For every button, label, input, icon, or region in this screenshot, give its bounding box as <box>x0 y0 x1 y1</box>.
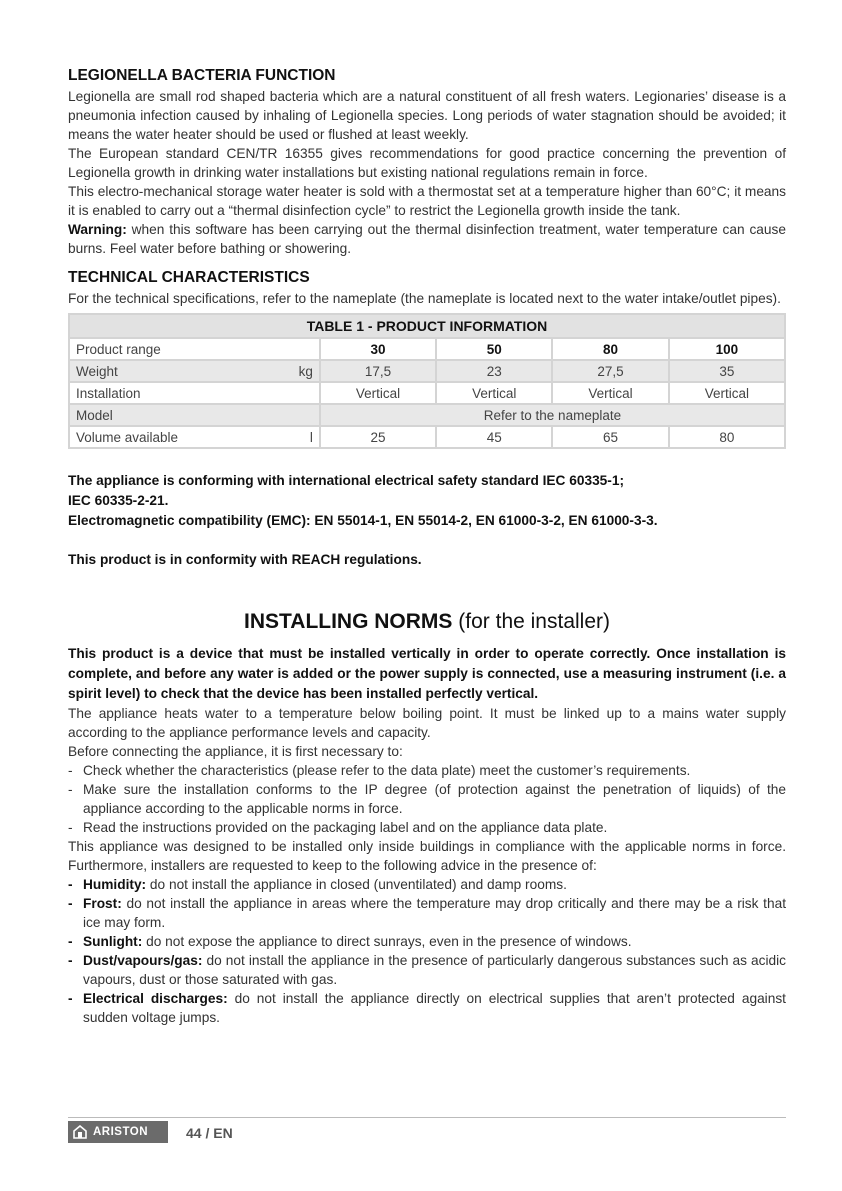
advice-label: Dust/vapours/gas: <box>83 953 203 968</box>
installing-paragraph-2: Before connecting the appliance, it is first necessary to: <box>68 744 403 759</box>
installation-label: Installation <box>69 382 320 404</box>
advice-text: do not install the appliance in areas where the temperature may drop critically and there may be a risk that ice may form. <box>83 896 786 930</box>
warning-text: when this software has been carrying out the thermal disinfection treatment, water temperature can cause burns. Feel water before bathing or showering. <box>68 222 786 256</box>
advice-label: Frost: <box>83 896 122 911</box>
pre-connection-checklist <box>68 761 786 837</box>
legionella-paragraph-3: This electro-mechanical storage water heater is sold with a thermostat set at a temperature higher than 60°C; it means it is enabled to carry out a “thermal disinfection cycle” to restrict the Legionella growth inside the tank. <box>68 184 786 218</box>
range-cell: 100 <box>669 338 785 360</box>
volume-unit: l <box>309 429 313 445</box>
weight-cell: 35 <box>669 360 785 382</box>
advice-text: do not install the appliance directly on electrical supplies that aren’t protected against sudden voltage jumps. <box>83 991 786 1025</box>
volume-cell: 65 <box>552 426 668 448</box>
page-number: 44 / EN <box>186 1125 233 1141</box>
list-item: - Check whether the characteristics (please refer to the data plate) meet the customer’s requirements. <box>68 761 786 780</box>
installation-cell: Vertical <box>320 382 436 404</box>
advice-label: Humidity: <box>83 877 147 892</box>
weight-cell: 27,5 <box>552 360 668 382</box>
installation-cell: Vertical <box>552 382 668 404</box>
installing-bold-intro: This product is a device that must be installed vertically in order to operate correctly. Once installation is complete, and before any water is added or the power supply is connected, use a measuring instrument (i.e. a spirit level) to check that the device has been installed perfectly vertical. <box>68 646 786 701</box>
footer-divider <box>68 1117 786 1118</box>
product-information-table <box>68 313 786 449</box>
legionella-paragraph-2: The European standard CEN/TR 16355 gives recommendations for good practice concerning the prevention of Legionella growth in drinking water installations but existing national regulations remain in force. <box>68 146 786 180</box>
list-item <box>68 932 786 951</box>
volume-cell: 80 <box>669 426 785 448</box>
weight-label-cell <box>69 360 320 382</box>
ariston-logo <box>68 1121 168 1143</box>
installing-heading <box>68 610 786 634</box>
weight-cell: 17,5 <box>320 360 436 382</box>
volume-cell: 25 <box>320 426 436 448</box>
installation-cell: Vertical <box>669 382 785 404</box>
list-item: - Make sure the installation conforms to the IP degree (of protection against the penetration of liquids) of the appliance according to the applicable norms in force. <box>68 780 786 818</box>
advice-text: do not expose the appliance to direct sunrays, even in the presence of windows. <box>142 934 632 949</box>
brand-name: ARISTON <box>93 1126 149 1138</box>
warning-label: Warning: <box>68 222 127 237</box>
list-item <box>68 951 786 989</box>
table-row-model <box>69 404 785 426</box>
installing-paragraph-3: This appliance was designed to be installed only inside buildings in compliance with the applicable norms in force. Furthermore, installers are requested to keep to the following advice in the presence of: <box>68 839 786 873</box>
legionella-heading: LEGIONELLA BACTERIA FUNCTION <box>68 67 336 84</box>
range-cell: 50 <box>436 338 552 360</box>
table-row-range <box>69 338 785 360</box>
compliance-line-3: Electromagnetic compatibility (EMC): EN 55014-1, EN 55014-2, EN 61000-3-2, EN 61000-3-3. <box>68 513 658 528</box>
weight-cell: 23 <box>436 360 552 382</box>
model-value: Refer to the nameplate <box>320 404 785 426</box>
weight-unit: kg <box>298 363 313 379</box>
advice-label: Electrical discharges: <box>83 991 228 1006</box>
advice-label: Sunlight: <box>83 934 143 949</box>
compliance-block <box>68 471 786 570</box>
list-item: - Read the instructions provided on the packaging label and on the appliance data plate. <box>68 818 786 837</box>
page-content <box>68 66 786 1027</box>
table-caption: TABLE 1 - PRODUCT INFORMATION <box>69 314 785 338</box>
legionella-paragraph-1: Legionella are small rod shaped bacteria which are a natural constituent of all fresh waters. Legionaries’ disease is a pneumonia infection caused by inhaling of Legionella species. Long periods of water stagnation should be avoided; it means the water heater should be used or flushed at least weekly. <box>68 89 786 142</box>
range-cell: 80 <box>552 338 668 360</box>
installing-paragraph-1: The appliance heats water to a temperature below boiling point. It must be linked up to a mains water supply according to the appliance performance levels and capacity. <box>68 706 786 740</box>
advice-text: do not install the appliance in the presence of particularly dangerous substances such as acidic vapours, dust or those saturated with gas. <box>83 953 786 987</box>
reach-statement: This product is in conformity with REACH regulations. <box>68 552 422 567</box>
technical-heading: TECHNICAL CHARACTERISTICS <box>68 269 310 286</box>
volume-cell: 45 <box>436 426 552 448</box>
installing-subtitle: (for the installer) <box>452 610 610 633</box>
environment-advice-list <box>68 875 786 1027</box>
table-row-weight <box>69 360 785 382</box>
list-item <box>68 894 786 932</box>
compliance-line-1: The appliance is conforming with international electrical safety standard IEC 60335-1; <box>68 473 625 488</box>
range-cell: 30 <box>320 338 436 360</box>
volume-label: Volume available <box>76 429 179 445</box>
advice-text: do not install the appliance in closed (unventilated) and damp rooms. <box>146 877 567 892</box>
compliance-line-2: IEC 60335-2-21. <box>68 493 169 508</box>
table-row-installation <box>69 382 785 404</box>
technical-intro: For the technical specifications, refer to the nameplate (the nameplate is located next to the water intake/outlet pipes). <box>68 291 781 306</box>
range-label: Product range <box>69 338 320 360</box>
volume-label-cell <box>69 426 320 448</box>
list-item <box>68 989 786 1027</box>
table-row-volume <box>69 426 785 448</box>
installing-title: INSTALLING NORMS <box>244 610 453 633</box>
weight-label: Weight <box>76 363 118 379</box>
house-icon <box>73 1125 87 1139</box>
installation-cell: Vertical <box>436 382 552 404</box>
model-label: Model <box>69 404 320 426</box>
list-item <box>68 875 786 894</box>
legionella-warning <box>68 220 786 258</box>
